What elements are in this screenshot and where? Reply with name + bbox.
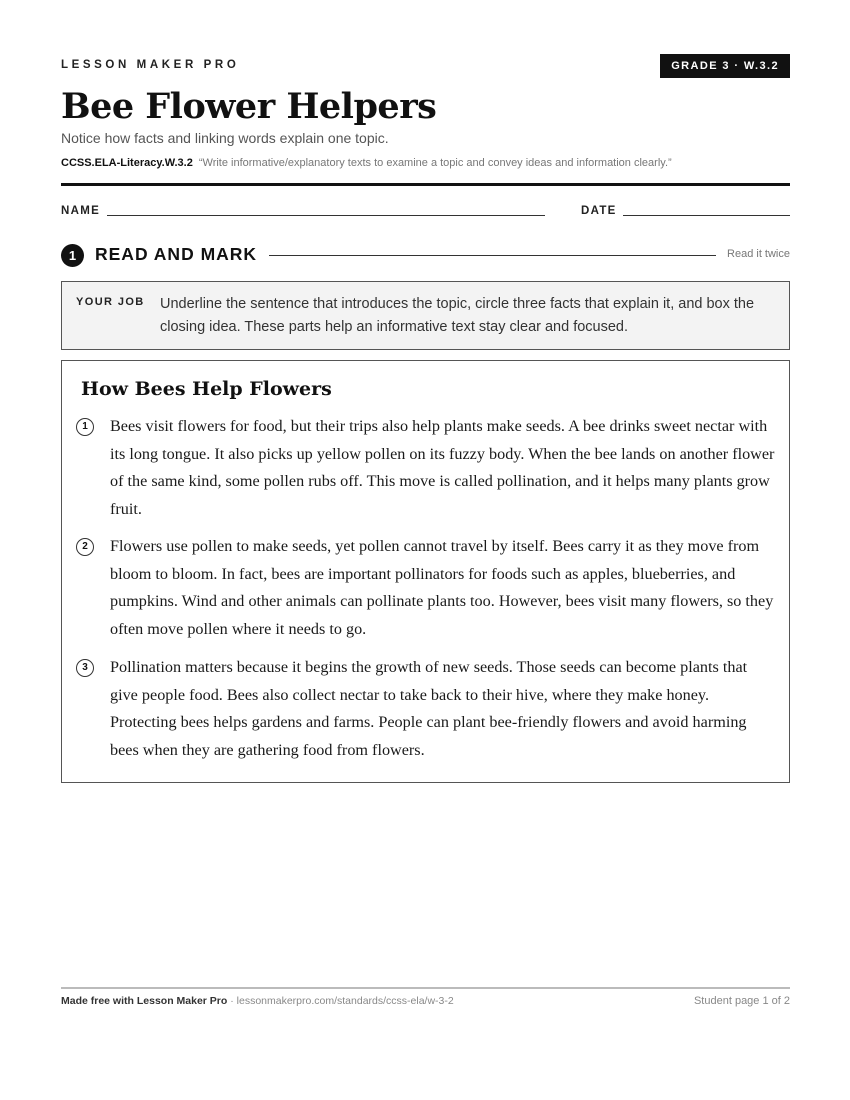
grade-badge: GRADE 3 · W.3.2	[660, 54, 790, 78]
date-label: DATE	[581, 205, 617, 217]
section-divider	[269, 255, 716, 256]
date-field[interactable]	[623, 215, 790, 216]
name-field[interactable]	[107, 215, 545, 216]
passage-title: How Bees Help Flowers	[81, 378, 332, 400]
footer-credit	[61, 995, 454, 1007]
paragraph-text: Flowers use pollen to make seeds, yet pollen cannot travel by itself. Bees carry it as they move from bloom to bloom. In fact, bees are important pollinators for foods such as apples, blueberries, and pumpkins. Wind and other animals can pollinate plants too. However, bees visit many flowers, so they often move pollen where it needs to go.	[110, 537, 774, 638]
instructions-label: YOUR JOB	[76, 296, 145, 308]
paragraph-text: Pollination matters because it begins the growth of new seeds. Those seeds can become plants that give people food. Bees also collect nectar to take back to their hive, where they make honey. Protecting bees helps gardens and farms. People can plant bee-friendly flowers and avoid harming bees when they are gathering food from flowers.	[110, 658, 748, 759]
name-label: NAME	[61, 205, 101, 217]
standard-code: CCSS.ELA-Literacy.W.3.2	[61, 157, 193, 169]
section-title: READ AND MARK	[95, 244, 258, 264]
paragraph-number: 3	[76, 659, 94, 677]
paragraph-number: 2	[76, 538, 94, 556]
top-bar	[61, 54, 790, 78]
page-number: Student page 1 of 2	[693, 995, 790, 1007]
standard-reference	[61, 157, 672, 169]
instructions-text: Underline the sentence that introduces the topic, circle three facts that explain it, and box the closing idea. These parts help an informative text stay clear and focused.	[160, 296, 755, 335]
instructions-box	[61, 281, 790, 350]
page-title: Bee Flower Helpers	[61, 86, 437, 127]
footer-brand: Made free with Lesson Maker Pro	[61, 995, 228, 1007]
paragraph-number: 1	[76, 418, 94, 436]
page-subtitle: Notice how facts and linking words explain one topic.	[61, 130, 389, 146]
reading-passage	[61, 360, 790, 783]
standard-quote: “Write informative/explanatory texts to examine a topic and convey ideas and information clearly.”	[198, 157, 672, 169]
section-number: 1	[61, 244, 84, 267]
paragraph-text: Bees visit flowers for food, but their trips also help plants make seeds. A bee drinks sweet nectar with its long tongue. It also picks up yellow pollen on its fuzzy body. When the bee lands on another flower of the same kind, some pollen rubs off. This move is called pollination, and it helps many plants grow fruit.	[110, 417, 775, 518]
section-header	[61, 243, 790, 267]
brand-name: LESSON MAKER PRO	[61, 59, 240, 71]
header-divider	[61, 183, 790, 186]
worksheet-page	[61, 0, 790, 1100]
footer-url[interactable]: · lessonmakerpro.com/standards/ccss-ela/w-3-2	[227, 995, 454, 1007]
footer-divider	[61, 987, 790, 989]
section-note: Read it twice	[727, 248, 790, 260]
